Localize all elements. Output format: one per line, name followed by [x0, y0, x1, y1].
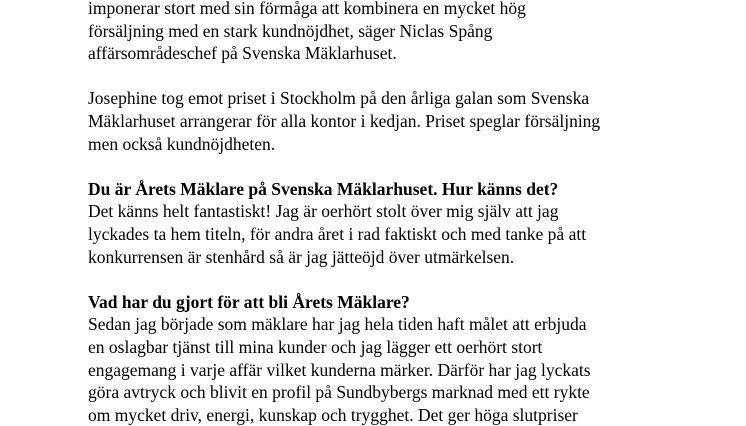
text-line: men också kundnöjdheten. [88, 133, 276, 154]
text-line: försäljning med en stark kundnöjdhet, säger Niclas Spång [88, 20, 493, 41]
text-line: affärsområdeschef på Svenska Mäklarhuset. [88, 43, 397, 64]
text-line: Det känns helt fantastiskt! Jag är oerhört stolt över mig själv att jag [88, 201, 559, 222]
text-line: Sedan jag började som mäklare har jag hela tiden haft målet att erbjuda [88, 314, 587, 335]
question-block-2 [88, 291, 688, 426]
question-block-1 [88, 178, 688, 268]
text-line: Mäklarhuset arrangerar för alla kontor i kedjan. Priset speglar försäljning [88, 110, 601, 131]
question-heading: Du är Årets Mäklare på Svenska Mäklarhuset. Hur känns det? [88, 178, 559, 199]
text-line: om mycket driv, energi, kunskap och trygghet. Det ger höga slutpriser [88, 404, 578, 425]
question-heading: Vad har du gjort för att bli Årets Mäklare? [88, 291, 410, 312]
text-line: imponerar stort med sin förmåga att kombinera en mycket hög [88, 0, 526, 18]
paragraph-gap [88, 268, 688, 291]
text-line: lyckades ta hem titeln, för andra året i rad faktiskt och med tanke på att [88, 223, 587, 244]
text-line: engagemang i varje affär vilket kunderna märker. Därför har jag lyckats [88, 359, 591, 380]
text-line: göra avtryck och blivit en profil på Sundbybergs marknad med ett rykte [88, 382, 590, 403]
text-line: konkurrensen är stenhård så är jag jätteöjd över utmärkelsen. [88, 246, 515, 267]
text-line: Josephine tog emot priset i Stockholm på den årliga galan som Svenska [88, 88, 590, 109]
intro-paragraph [88, 87, 688, 155]
paragraph-gap [88, 155, 688, 178]
document-page [88, 0, 688, 426]
text-line: en oslagbar tjänst till mina kunder och jag lägger ett oerhört stort [88, 336, 543, 357]
paragraph-gap [88, 65, 688, 88]
quote-paragraph [88, 0, 688, 65]
